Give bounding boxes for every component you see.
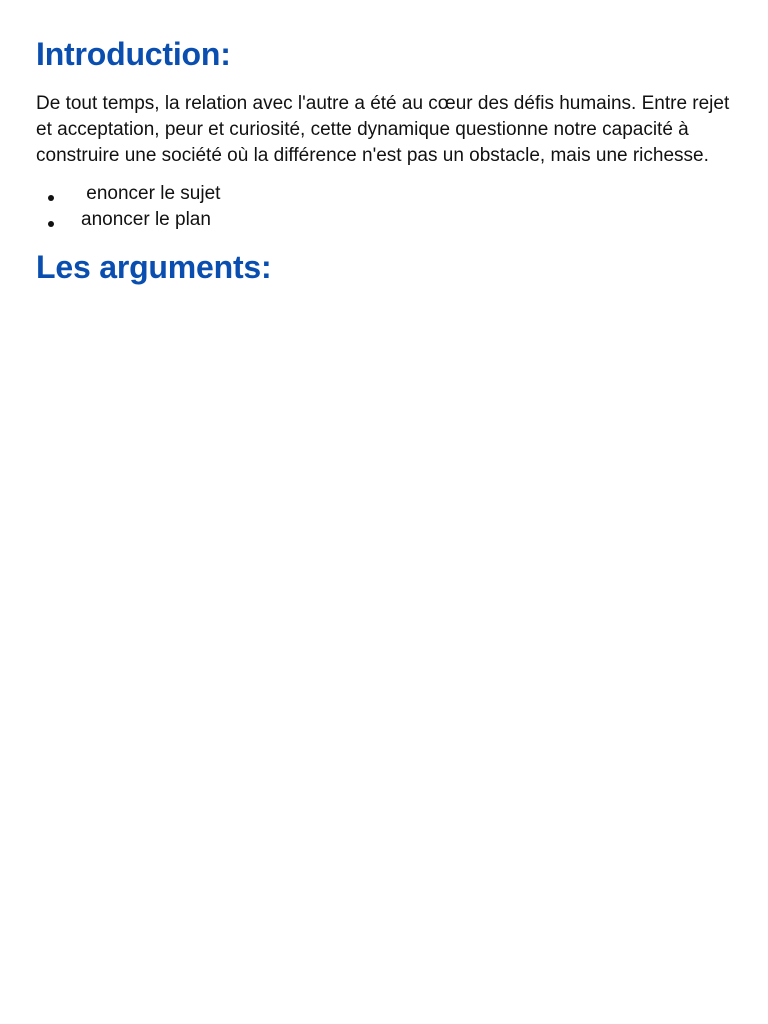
section-heading-introduction: Introduction: [36,36,231,72]
bullet-text: enoncer le sujet [81,183,221,204]
bullet-dot-icon [48,221,54,227]
bullet-item [36,181,736,207]
bullet-item [36,207,736,233]
bullet-text: anoncer le plan [81,209,211,230]
introduction-paragraph: De tout temps, la relation avec l'autre a été au cœur des défis humains. Entre rejet et acceptation, peur et curiosité, cette dynamique questionne notre capacité à construire une société où la différence n'est pas un obstacle, mais une richesse. [36,93,730,166]
bullet-dot-icon [48,195,54,201]
document-page [36,34,736,287]
introduction-bullet-list [36,181,736,233]
section-heading-arguments: Les arguments: [36,249,272,285]
